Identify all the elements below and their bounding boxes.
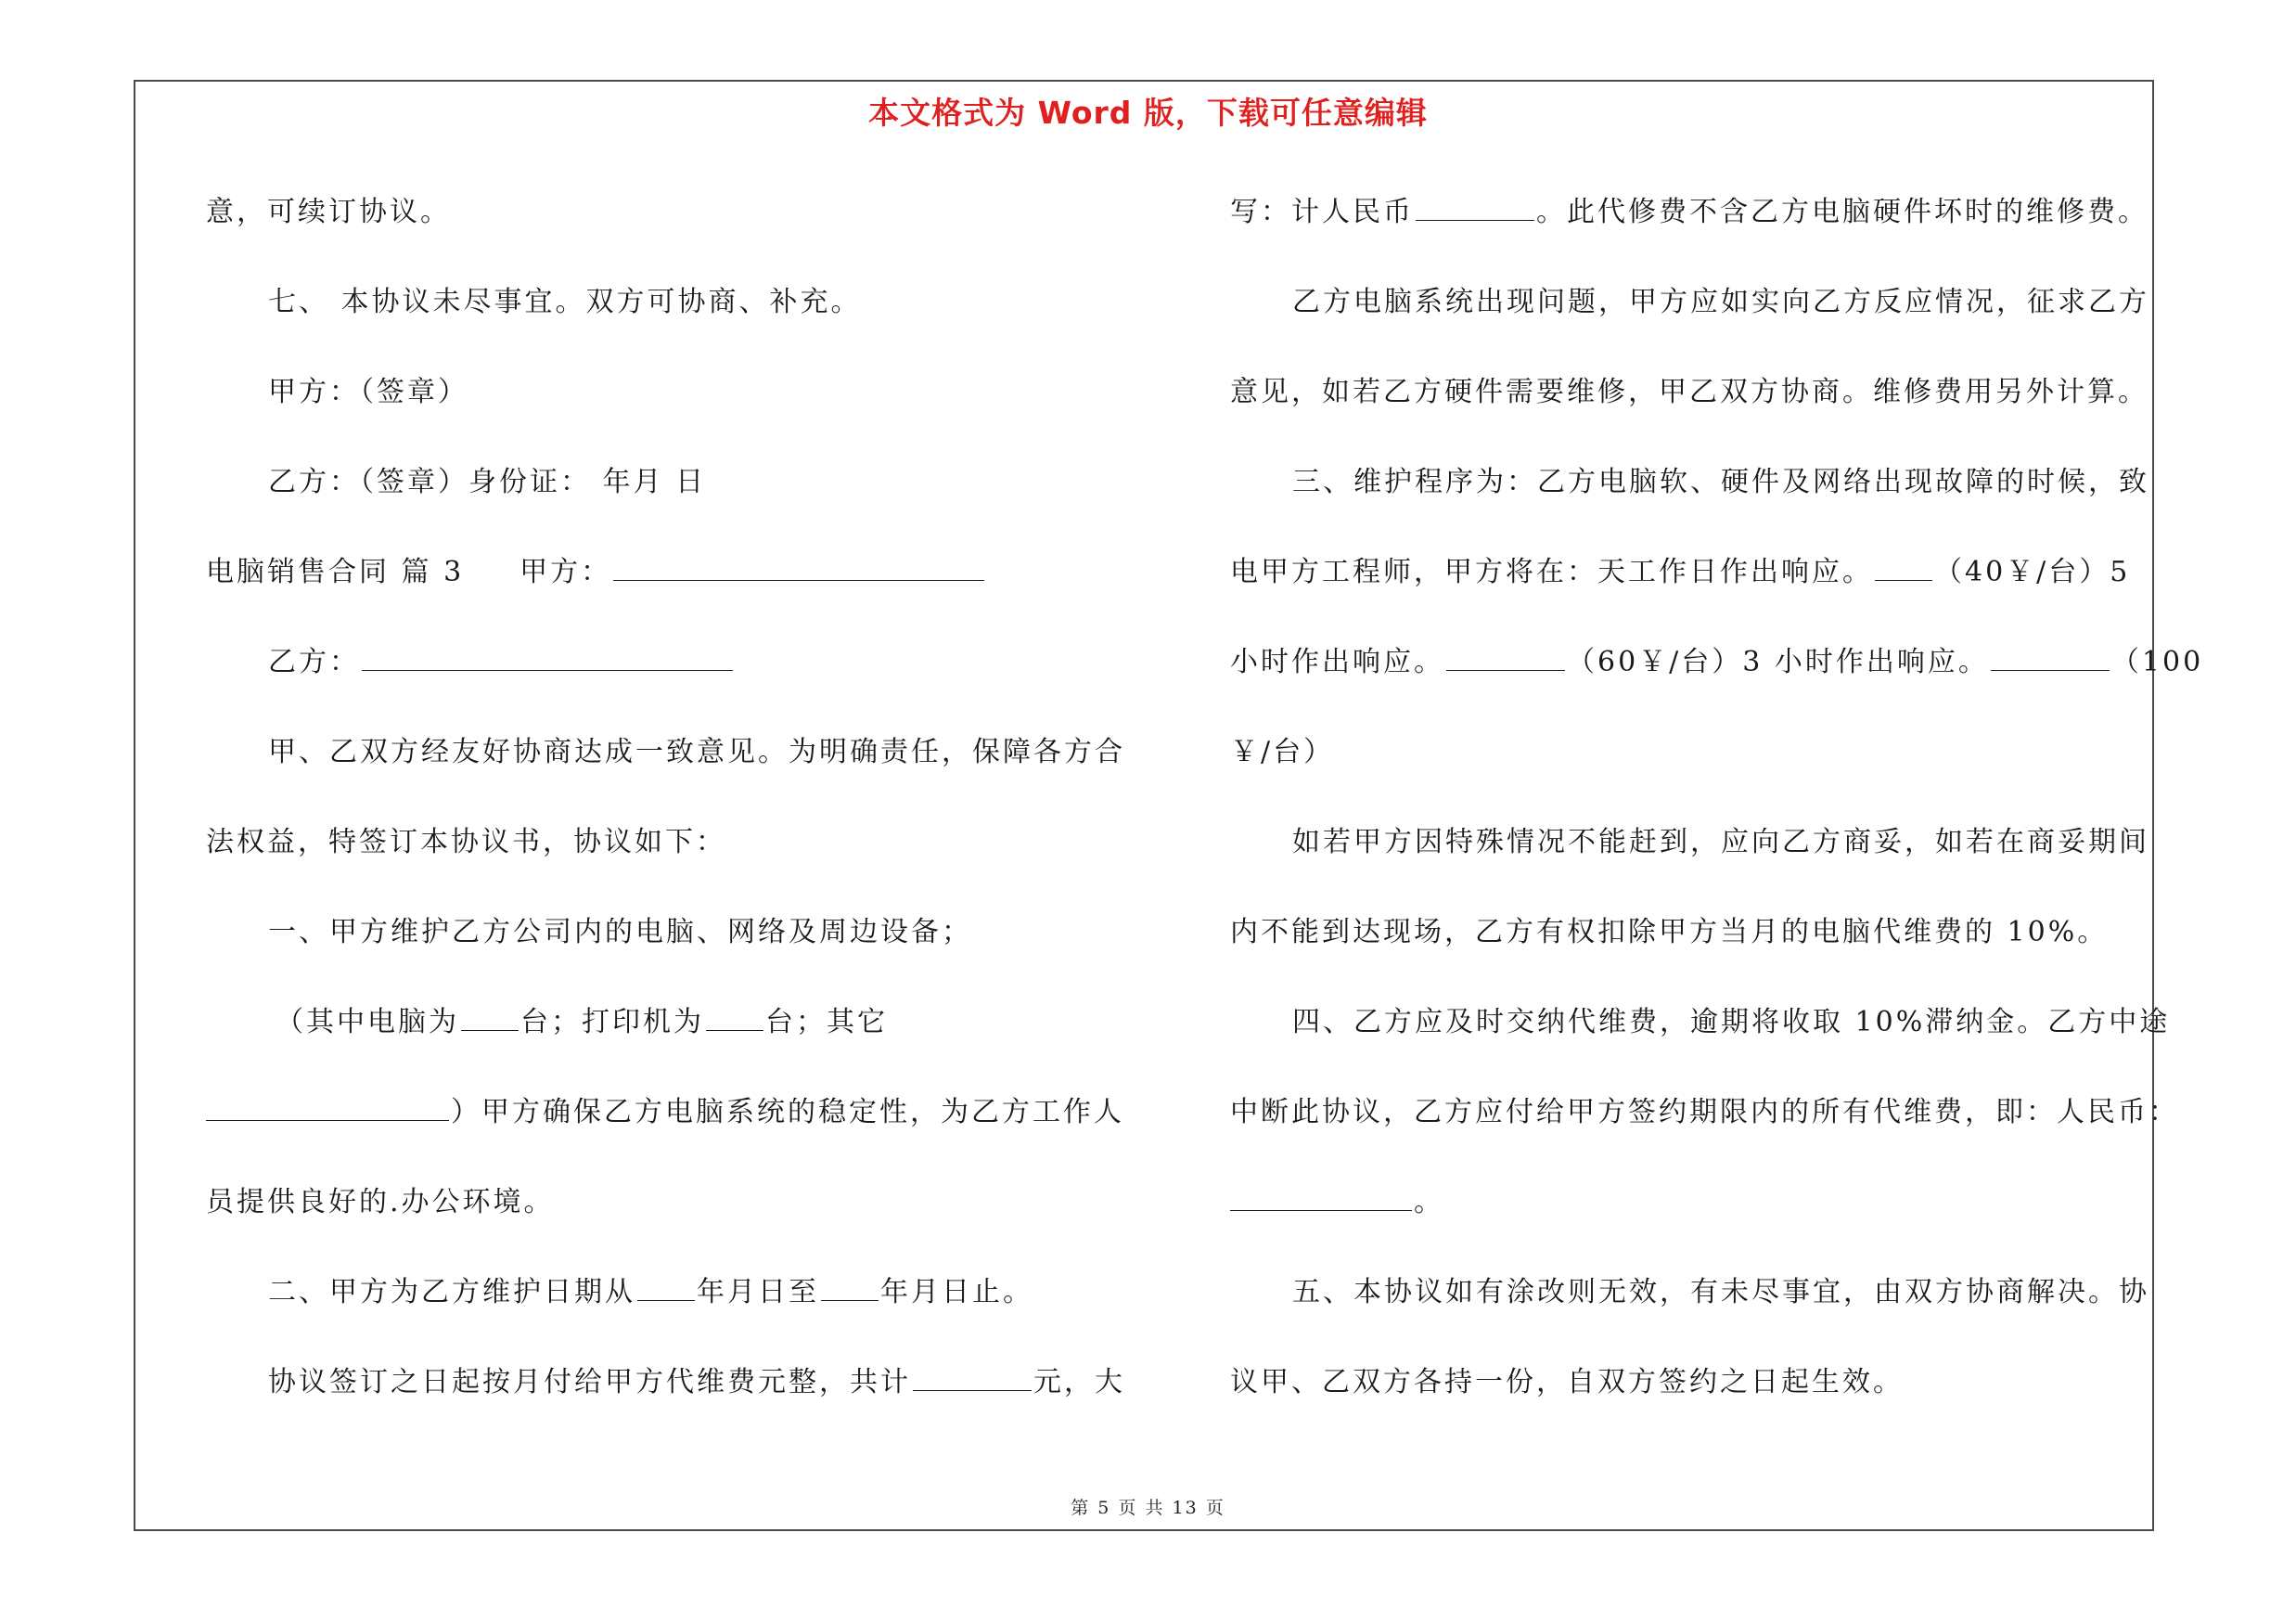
party-a-label: 甲方： (519, 556, 612, 588)
text-line (206, 1094, 1124, 1131)
text-segment: ）甲方确保乙方电脑系统的稳定性，为乙方工作人 (451, 1096, 1124, 1128)
party-a-blank (613, 556, 984, 581)
party-b-blank (362, 646, 733, 671)
fee-line (268, 1364, 1125, 1401)
text-line: 乙方电脑系统出现问题，甲方应如实向乙方反应情况，征求乙方 (1292, 286, 2149, 318)
text-line: 意，可续订协议。 (206, 196, 451, 228)
text-segment: （40￥/台）5 (1934, 556, 2131, 588)
text-segment: 二、甲方为乙方维护日期从 (268, 1276, 635, 1308)
text-segment: 元，大 (1033, 1366, 1125, 1398)
text-segment: （100 (2110, 646, 2204, 678)
clause-7: 七、 本协议未尽事宜。双方可协商、补充。 (268, 286, 862, 318)
text-line (1230, 554, 2130, 591)
clause-2 (268, 1274, 1033, 1311)
text-segment: 年月日至 (697, 1276, 819, 1308)
contract-title: 电脑销售合同 篇 3 (206, 556, 465, 588)
contract-heading-line (206, 554, 986, 591)
party-b-label: 乙方： (268, 646, 360, 678)
text-line: 甲、乙双方经友好协商达成一致意见。为明确责任，保障各方合 (268, 736, 1125, 768)
text-segment: 年月日止。 (880, 1276, 1033, 1308)
text-segment: 写：计人民币 (1230, 196, 1414, 228)
text-segment: 。 (1414, 1186, 1444, 1218)
text-segment: 小时作出响应。 (1230, 646, 1444, 678)
text-line: 中断此协议，乙方应付给甲方签约期限内的所有代维费，即：人民币： (1230, 1096, 2179, 1128)
text-segment: 台；打印机为 (520, 1006, 704, 1038)
party-a-signature: 甲方：（签章） (268, 376, 468, 408)
clause-3: 三、维护程序为：乙方电脑软、硬件及网络出现故障的时候，致 (1292, 466, 2149, 498)
other-equipment-blank (206, 1096, 449, 1121)
end-year-blank (821, 1276, 879, 1301)
text-segment: （其中电脑为 (276, 1006, 459, 1038)
text-line: 议甲、乙双方各持一份，自双方签约之日起生效。 (1230, 1366, 1904, 1398)
text-segment: 电甲方工程师，甲方将在：天工作日作出响应。 (1230, 556, 1873, 588)
computer-count-blank (461, 1006, 519, 1031)
editable-notice-banner: 本文格式为 Word 版，下载可任意编辑 (868, 95, 1428, 131)
rmb-total-blank (1230, 1186, 1412, 1211)
clause-1: 一、甲方维护乙方公司内的电脑、网络及周边设备； (268, 916, 972, 948)
party-b-signature: 乙方：（签章）身份证： 年月 日 (268, 466, 707, 498)
text-line (1230, 644, 2203, 681)
printer-count-blank (706, 1006, 763, 1031)
start-year-blank (637, 1276, 695, 1301)
response-blank-3 (1991, 646, 2110, 671)
text-line: 员提供良好的.办公环境。 (206, 1186, 555, 1218)
text-line: 内不能到达现场，乙方有权扣除甲方当月的电脑代维费的 10%。 (1230, 916, 2109, 948)
page-number: 第 5 页 共 13 页 (1071, 1498, 1225, 1518)
text-line: 法权益，特签订本协议书，协议如下： (206, 826, 726, 858)
clause-5: 五、本协议如有涂改则无效，有未尽事宜，由双方协商解决。协 (1292, 1276, 2149, 1308)
text-line: 如若甲方因特殊情况不能赶到，应向乙方商妥，如若在商妥期间 (1292, 826, 2149, 858)
response-blank-1 (1875, 556, 1932, 581)
response-blank-2 (1446, 646, 1565, 671)
text-segment: （60￥/台）3 小时作出响应。 (1567, 646, 1989, 678)
text-line: 意见，如若乙方硬件需要维修，甲乙双方协商。维修费用另外计算。 (1230, 376, 2148, 408)
text-segment: 协议签订之日起按月付给甲方代维费元整，共计 (268, 1366, 911, 1398)
text-line (1230, 1184, 1444, 1221)
party-b-line (268, 644, 735, 681)
clause-4: 四、乙方应及时交纳代维费，逾期将收取 10%滞纳金。乙方中途 (1292, 1006, 2171, 1038)
text-segment: 。此代修费不含乙方电脑硬件坏时的维修费。 (1536, 196, 2148, 228)
text-segment: 台；其它 (765, 1006, 888, 1038)
equipment-line (276, 1004, 888, 1041)
text-line (1230, 194, 2148, 231)
text-line: ￥/台） (1230, 736, 1335, 768)
total-fee-blank (913, 1366, 1032, 1391)
rmb-amount-blank (1416, 196, 1534, 221)
